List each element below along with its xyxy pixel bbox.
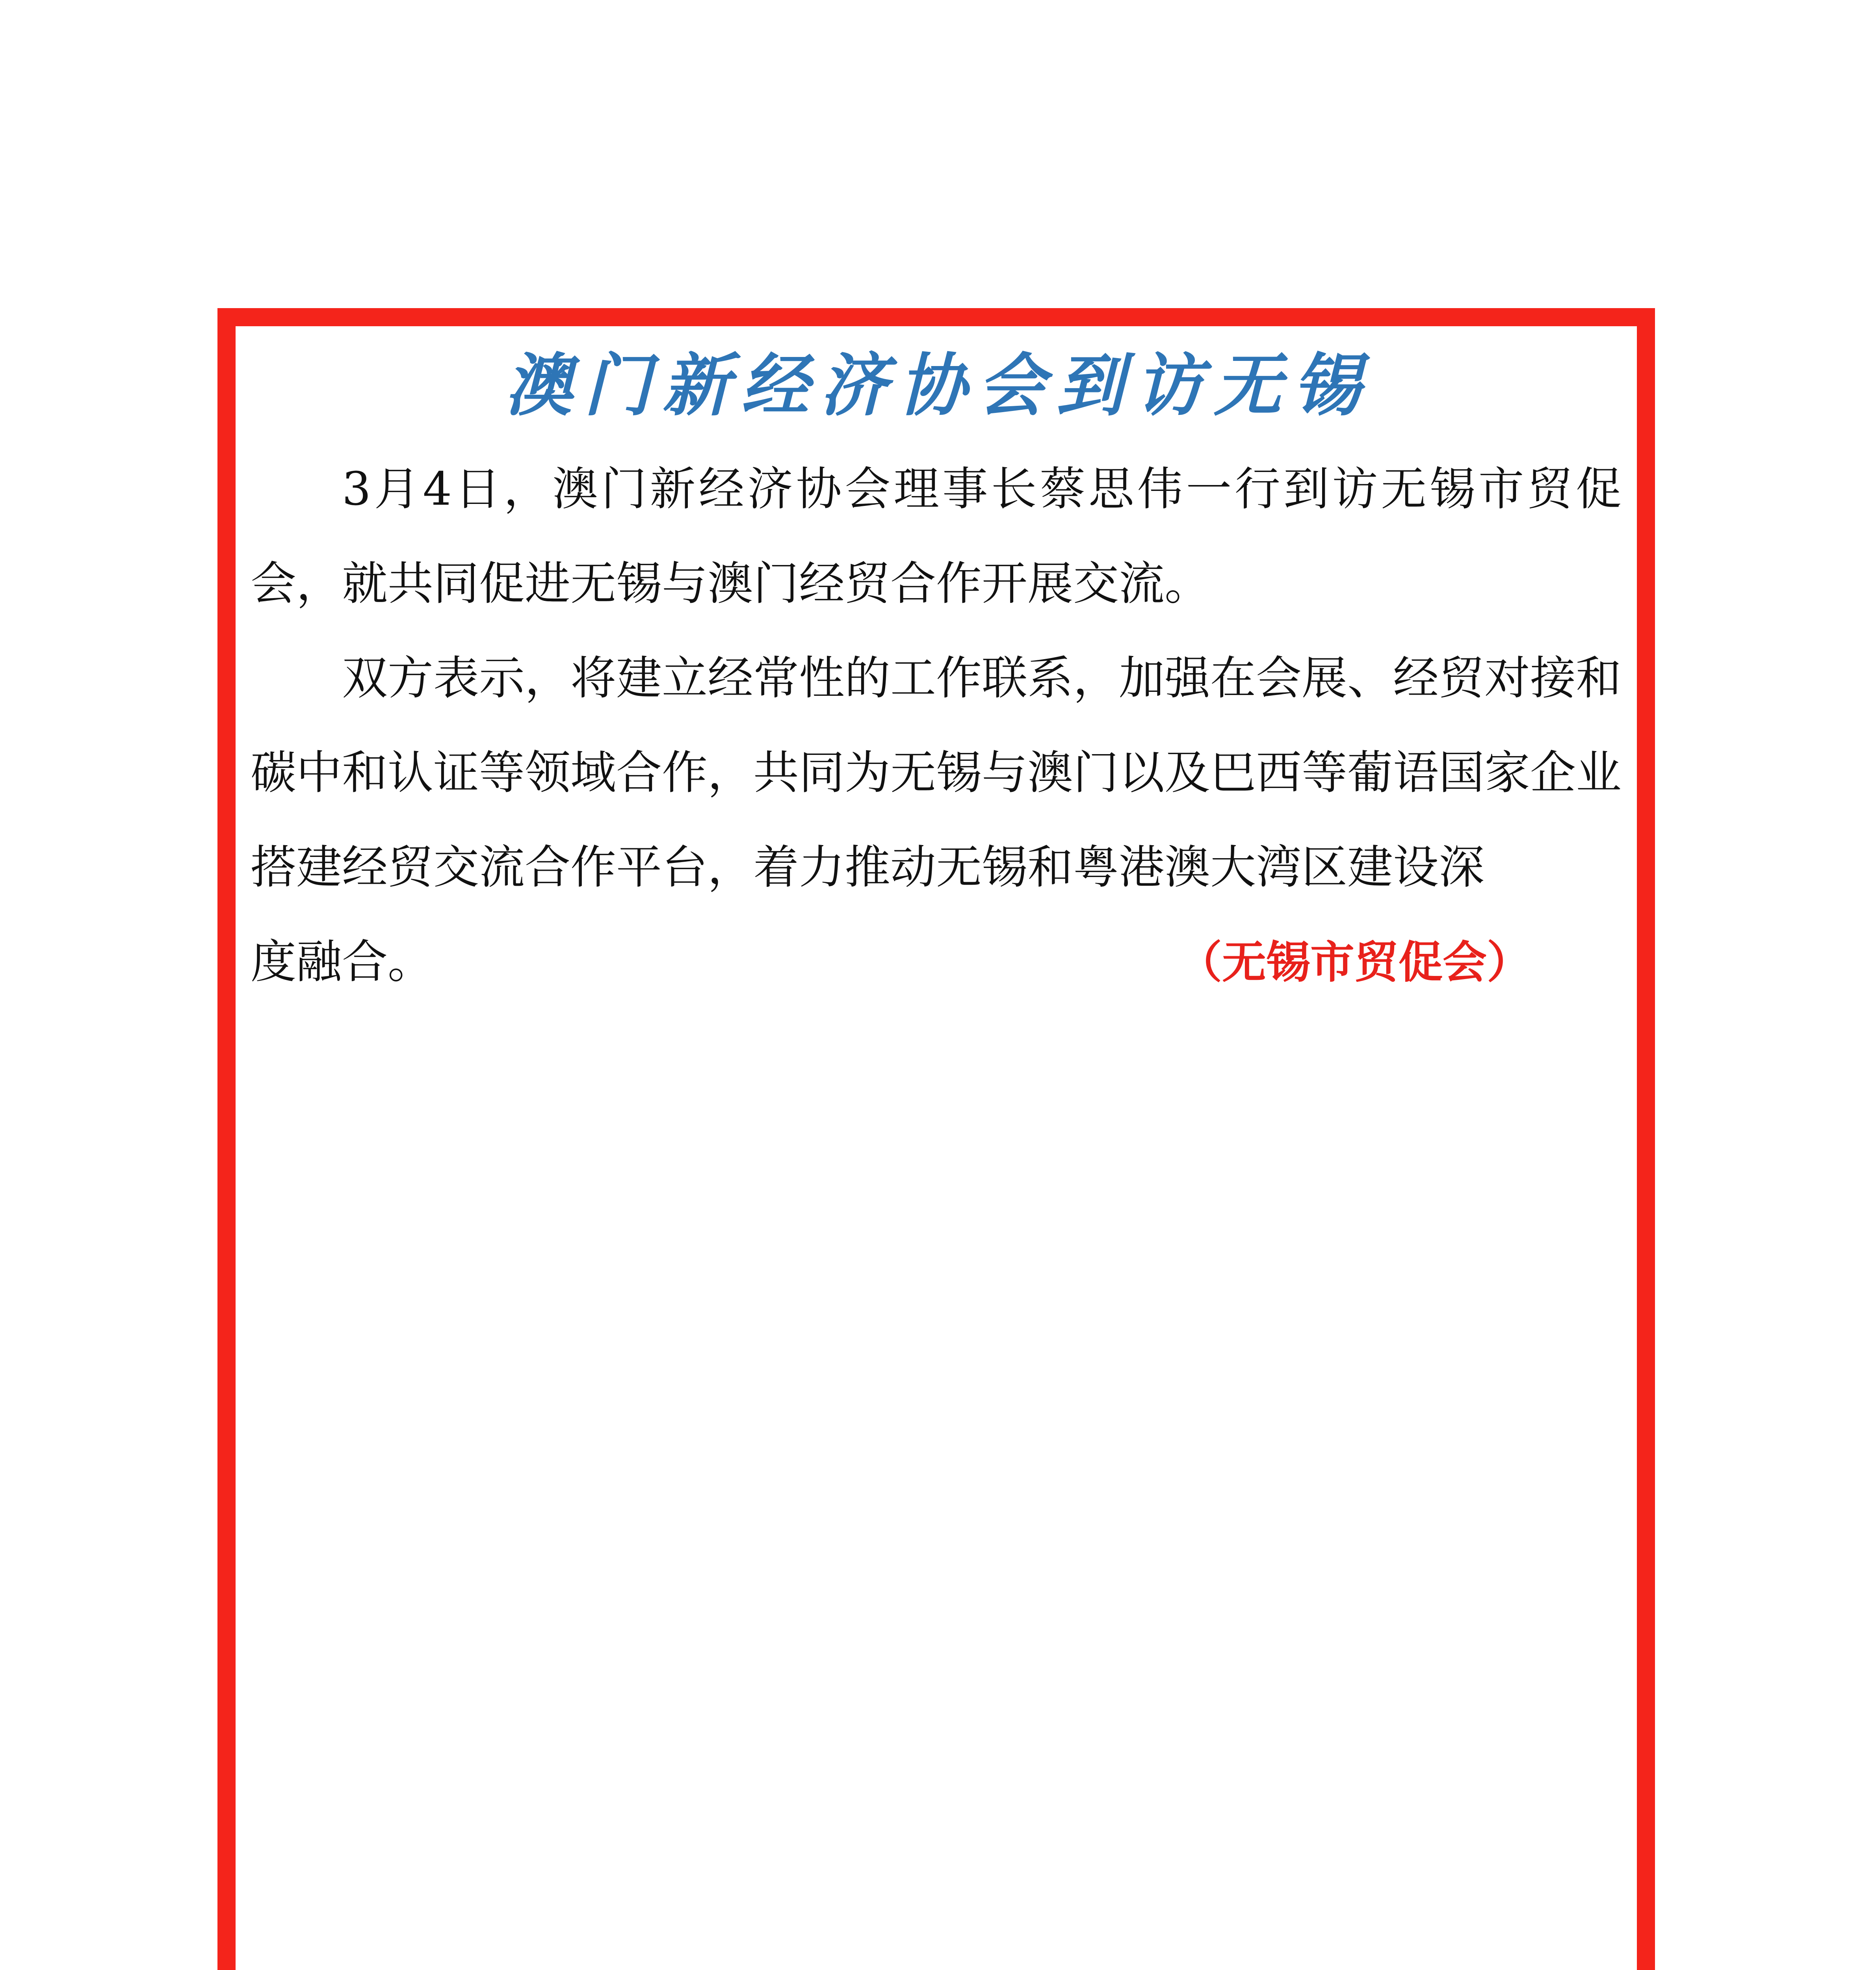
paragraph-1: 3月4日，澳门新经济协会理事长蔡思伟一行到访无锡市贸促会，就共同促进无锡与澳门经贸合作开展交流。 (251, 463, 1622, 610)
paragraph-2: 双方表示，将建立经常性的工作联系，加强在会展、经贸对接和碳中和认证等领域合作，共同为无锡与澳门以及巴西等葡语国家企业搭建经贸交流合作平台，着力推动无锡和粤港澳大湾区建设深 (251, 652, 1622, 894)
source-attribution: （无锡市贸促会） (1178, 937, 1531, 988)
article-body (251, 442, 1622, 1010)
paragraph-2-last-line: 度融合。 (251, 935, 433, 989)
paragraph-2-end (251, 915, 1622, 1010)
article-title: 澳门新经济协会到访无锡 (505, 345, 1371, 425)
